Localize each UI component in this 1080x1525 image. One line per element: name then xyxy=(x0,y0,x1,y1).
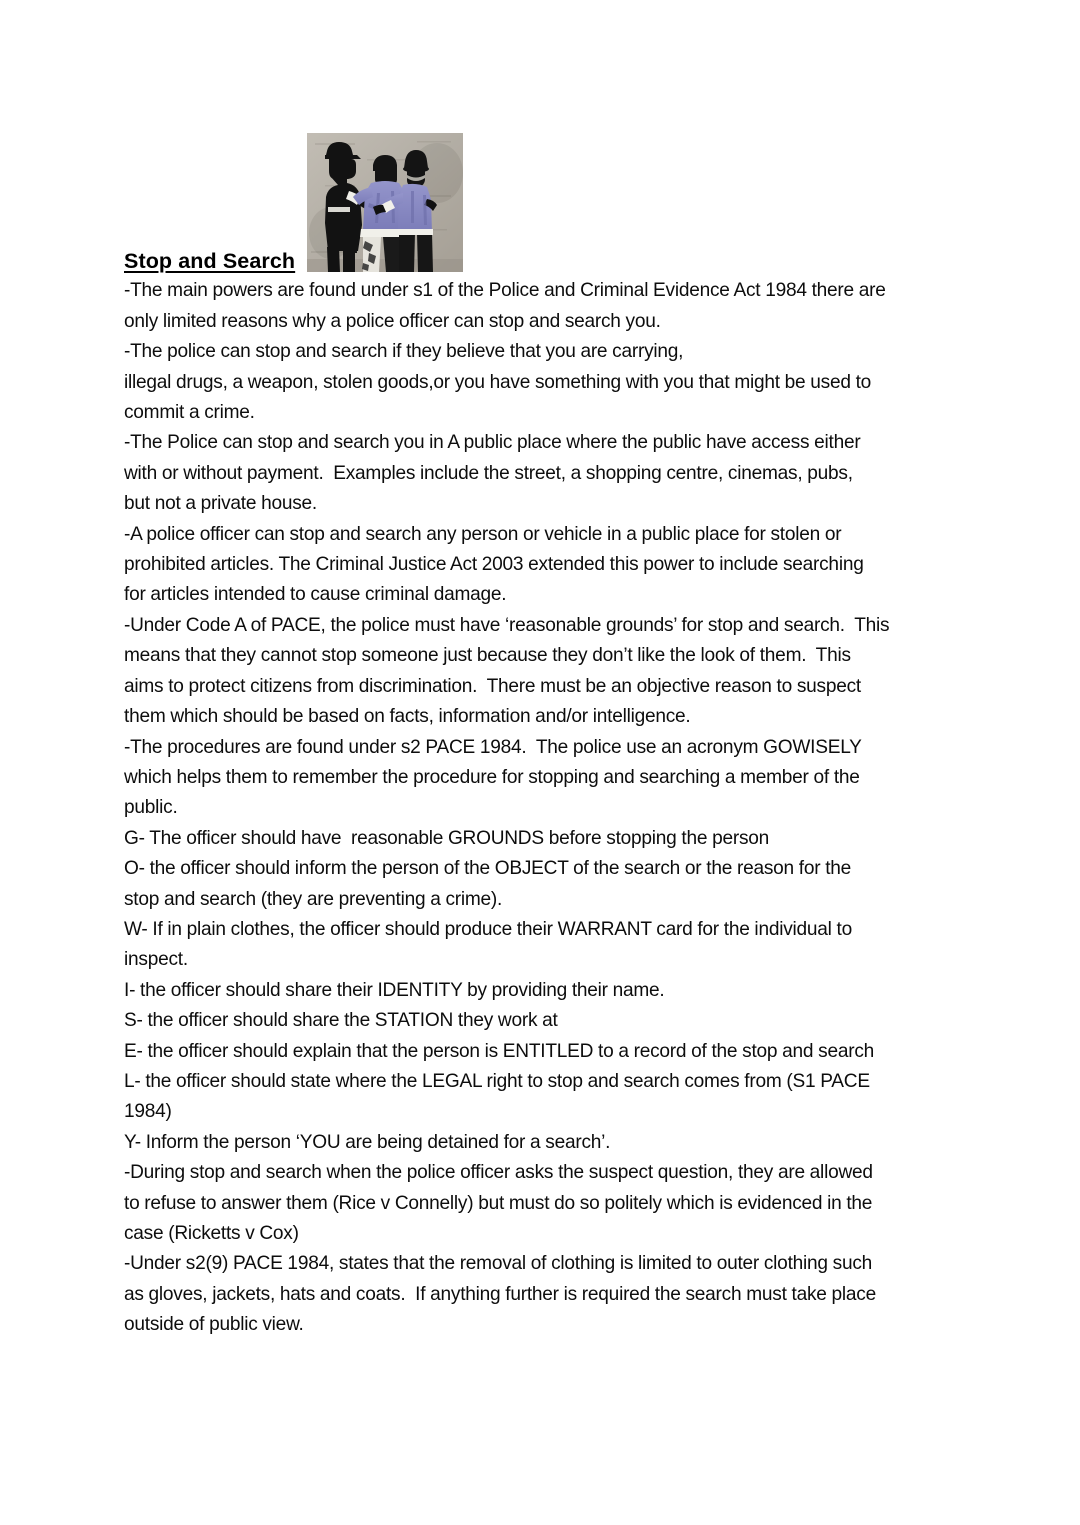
doc-line: S- the officer should share the STATION they work at xyxy=(124,1010,558,1032)
doc-line: -The police can stop and search if they believe that you are carrying, xyxy=(124,341,684,363)
doc-line: aims to protect citizens from discrimination. There must be an objective reason to suspect xyxy=(124,675,861,697)
doc-line: means that they cannot stop someone just because they don’t like the look of them. This xyxy=(124,645,851,667)
doc-line: which helps them to remember the procedure for stopping and searching a member of the xyxy=(124,766,860,788)
doc-line: O- the officer should inform the person of the OBJECT of the search or the reason for the xyxy=(124,858,852,880)
doc-line: with or without payment. Examples include the street, a shopping centre, cinemas, pubs, xyxy=(124,462,853,484)
doc-line: commit a crime. xyxy=(124,402,255,424)
doc-line: W- If in plain clothes, the officer should produce their WARRANT card for the individual to xyxy=(124,918,852,940)
doc-line: -The main powers are found under s1 of the Police and Criminal Evidence Act 1984 there are xyxy=(124,280,886,302)
doc-line: -The Police can stop and search you in A public place where the public have access either xyxy=(124,432,861,454)
doc-line: -Under Code A of PACE, the police must have ‘reasonable grounds’ for stop and search. This xyxy=(124,614,890,636)
doc-line: G- The officer should have reasonable GROUNDS before stopping the person xyxy=(124,827,770,849)
doc-line: them which should be based on facts, information and/or intelligence. xyxy=(124,706,691,728)
doc-line: E- the officer should explain that the person is ENTITLED to a record of the stop and search xyxy=(124,1040,875,1062)
doc-line: outside of public view. xyxy=(124,1314,304,1336)
doc-line: 1984) xyxy=(124,1101,172,1123)
doc-line: case (Ricketts v Cox) xyxy=(124,1223,299,1244)
doc-line: I- the officer should share their IDENTITY by providing their name. xyxy=(124,979,665,1001)
doc-line: illegal drugs, a weapon, stolen goods,or you have something with you that might be used to xyxy=(124,371,872,393)
doc-line: L- the officer should state where the LEGAL right to stop and search comes from (S1 PACE xyxy=(124,1070,870,1092)
doc-line: but not a private house. xyxy=(124,493,318,515)
doc-line: -Under s2(9) PACE 1984, states that the removal of clothing is limited to outer clothing such xyxy=(124,1253,873,1275)
doc-line: -A police officer can stop and search any person or vehicle in a public place for stolen or xyxy=(124,523,842,545)
doc-line: to refuse to answer them (Rice v Connelly) but must do so politely which is evidenced in the xyxy=(124,1192,873,1214)
doc-line: public. xyxy=(124,797,178,819)
doc-line: inspect. xyxy=(124,949,188,971)
doc-line: prohibited articles. The Criminal Justice Act 2003 extended this power to include searching xyxy=(124,554,864,576)
doc-line: Y- Inform the person ‘YOU are being detained for a search’. xyxy=(124,1131,611,1153)
doc-line: for articles intended to cause criminal damage. xyxy=(124,584,507,606)
doc-line: stop and search (they are preventing a crime). xyxy=(124,888,503,910)
page-title: Stop and Search xyxy=(124,249,296,273)
doc-line: -During stop and search when the police officer asks the suspect question, they are allowed xyxy=(124,1162,873,1184)
doc-line: only limited reasons why a police officer can stop and search you. xyxy=(124,310,661,332)
doc-line: as gloves, jackets, hats and coats. If anything further is required the search must take place xyxy=(124,1283,876,1305)
doc-line: -The procedures are found under s2 PACE 1984. The police use an acronym GOWISELY xyxy=(124,736,862,758)
document-text-body xyxy=(124,246,948,1341)
